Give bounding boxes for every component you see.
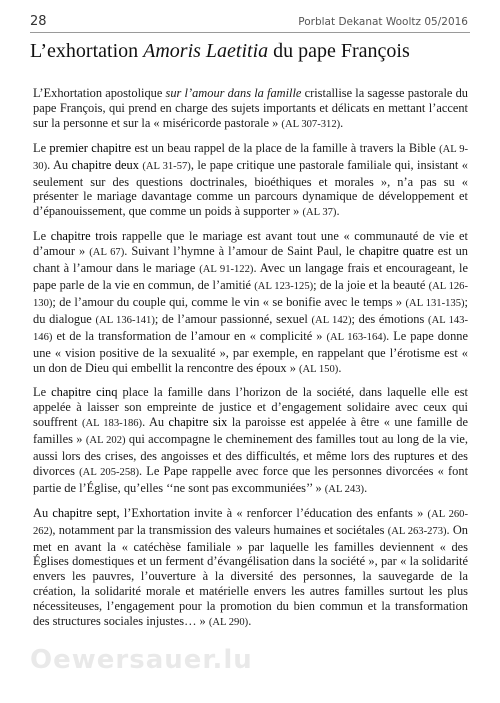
text: cristallise la sagesse pastorale du pape François, qui prend en charge des sujets importants et délicats en mettant l’accent sur la personne et sur la « miséricorde pastorale » xyxy=(33,86,468,130)
reference: (AL 260-262) xyxy=(33,508,469,537)
reference: (AL 9-30) xyxy=(33,143,469,172)
chapter-keyword: chapitre quatre xyxy=(358,244,434,259)
chapter-keyword: chapitre sept, xyxy=(52,505,120,520)
running-head: Porblat Dekanat Wooltz 05/2016 xyxy=(298,16,468,28)
title-italic: Amoris Laetitia xyxy=(143,40,269,62)
chapter-keyword: chapitre trois xyxy=(50,229,118,244)
text: . xyxy=(338,360,342,375)
reference: (AL 142) xyxy=(311,314,352,326)
watermark: Oewersauer.lu xyxy=(30,645,253,675)
text: Au xyxy=(33,505,53,520)
header-rule xyxy=(30,32,470,33)
reference: (AL 91-122) xyxy=(199,264,254,276)
text: . xyxy=(336,204,340,219)
text: . xyxy=(364,480,368,495)
text: . xyxy=(340,115,344,130)
text: . Au xyxy=(47,157,72,172)
paragraph-3 xyxy=(33,229,468,377)
text: rappelle que le mariage est avant tout une « communauté de vie et d’amour » xyxy=(33,229,468,259)
text: . xyxy=(248,614,252,629)
text: l’Exhortation invite à « renforcer l’éducation des enfants » xyxy=(119,505,428,520)
title-after: du pape François xyxy=(268,40,410,62)
chapter-keyword: chapitre six xyxy=(168,415,228,430)
paragraph-5 xyxy=(33,506,468,631)
reference: (AL 307-312) xyxy=(281,118,341,130)
reference: (AL 290) xyxy=(208,617,249,629)
text: ; de l’amour passionné, sexuel xyxy=(154,311,312,326)
text: place la famille dans l’horizon de la société, dans laquelle elle est appelée à laisser son empreinte de justice et d’engagement solidaire avec ceux qui souffrent xyxy=(33,385,468,430)
reference: (AL 263-273) xyxy=(387,525,447,537)
reference: (AL 67) xyxy=(89,247,125,259)
text: , le pape critique une pastorale familiale qui, insistant « seulement sur des questions doctrinales, bioéthiques et morales », n’a pas su « présenter le mariage davantage comme un parcours dynamique de développement et d’épanouissement, que comme un poids à supporter » xyxy=(33,157,468,219)
text: la paroisse est appelée à être « une famille de familles » xyxy=(33,415,468,447)
page-number: 28 xyxy=(30,14,47,29)
reference: (AL 126-130) xyxy=(33,280,469,309)
reference: (AL 143-146) xyxy=(33,314,468,343)
chapter-keyword: chapitre deux xyxy=(71,157,139,172)
article-body xyxy=(33,86,468,639)
reference: (AL 150) xyxy=(298,363,339,375)
chapter-keyword: chapitre cinq xyxy=(51,385,118,400)
text: Le xyxy=(33,385,52,400)
text: L’Exhortation apostolique xyxy=(33,86,166,100)
paragraph-2 xyxy=(33,141,468,222)
text: qui accompagne le cheminement des familles tout au long de la vie, aussi lors des crises, des angoisses et des difficultés, et même lors des ruptures et des divorces xyxy=(33,432,468,478)
reference: (AL 163-164) xyxy=(326,331,387,343)
text: , notamment par la transmission des valeurs humaines et sociétales xyxy=(52,522,388,537)
reference: (AL 31-57) xyxy=(142,160,191,172)
paragraph-1 xyxy=(33,86,468,133)
italic-text: sur l’amour dans la famille xyxy=(165,86,302,100)
chapter-keyword: premier chapitre xyxy=(49,140,132,155)
reference: (AL 202) xyxy=(85,435,126,447)
text: ; du dialogue xyxy=(33,294,468,326)
text: . Au xyxy=(142,415,169,430)
reference: (AL 136-141) xyxy=(95,314,155,326)
reference: (AL 205-258) xyxy=(79,466,139,478)
text: . Suivant l’hymne à l’amour de Saint Paul, le xyxy=(124,244,359,259)
text: ; de l’amour du couple qui, comme le vin « se bonifie avec le temps » xyxy=(52,294,406,309)
text: et de la transformation de l’amour en « complicité » xyxy=(52,328,327,343)
text: Le xyxy=(33,140,50,155)
reference: (AL 37) xyxy=(302,207,337,219)
reference: (AL 243) xyxy=(324,483,365,495)
paragraph-4 xyxy=(33,385,468,497)
reference: (AL 183-186) xyxy=(81,418,143,430)
text: est un chant à l’amour dans le mariage xyxy=(33,244,468,276)
text: . Le Pape rappelle avec force que les personnes divorcées « font partie de l’Église, qu’elles ‘‘ne sont pas excommuniées’’ » xyxy=(33,463,469,495)
text: ; des émotions xyxy=(351,311,429,326)
text: est un beau rappel de la place de la famille à travers la Bible xyxy=(131,140,440,155)
text: . On met en avant la « catéchèse familiale » par laquelle les familles deviennent « des Églises domestiques et un ferment d’évangélisation dans la société », par « la solidarité envers les pauvres, l’ouverture à la diversité des personnes, la sauvegarde de la création, la solidarité morale et matérielle envers les autres familles surtout les plus nécessiteuses, l’engagement pour la promotion du bien commun et la transformation des structures sociales injustes… » xyxy=(33,522,468,629)
title-before: L’exhortation xyxy=(30,40,144,62)
reference: (AL 123-125) xyxy=(254,280,314,292)
article-title xyxy=(30,38,470,64)
text: . Le pape donne une « vision positive de la sexualité », par exemple, en rappelant que l’érotisme est « un don de Dieu qui embellit la rencontre des époux » xyxy=(33,328,468,375)
reference: (AL 131-135) xyxy=(405,297,465,309)
text: ; de la joie et la beauté xyxy=(313,277,429,292)
text: Le xyxy=(33,229,51,244)
text: . Avec un langage frais et encourageant, le pape parle de la vie en commun, de l’amitié xyxy=(33,261,468,292)
